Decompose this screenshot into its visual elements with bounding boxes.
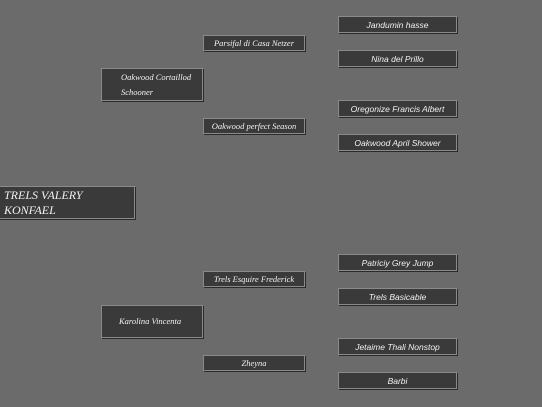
sire-dam-sire-name: Oregonize Francis Albert bbox=[350, 103, 445, 114]
dam-sire-box bbox=[203, 271, 305, 287]
dam-dam-dam-name: Barbi bbox=[387, 375, 408, 386]
dam-sire-dam-name: Trels Basicable bbox=[368, 291, 427, 302]
sire-dam-box bbox=[203, 118, 305, 134]
dam-sire-dam-box bbox=[338, 288, 457, 305]
sire-sire-dam-box bbox=[338, 50, 457, 67]
dam-sire-name: Trels Esquire Frederick bbox=[213, 274, 295, 284]
dam-dam-name: Zheyna bbox=[241, 358, 267, 368]
dam-dam-sire-box bbox=[338, 338, 457, 355]
sire-sire-dam-name: Nina del Prillo bbox=[371, 53, 424, 64]
sire-dam-name: Oakwood perfect Season bbox=[211, 121, 297, 131]
dam-sire-sire-name: Patriciy Grey Jump bbox=[361, 257, 434, 268]
sire-sire-sire-name: Jandumin hasse bbox=[366, 19, 429, 30]
sire-sire-box bbox=[203, 35, 305, 51]
dam-dam-dam-box bbox=[338, 372, 457, 389]
dam-sire-sire-box bbox=[338, 254, 457, 271]
subject-box bbox=[0, 186, 135, 219]
subject-name: TRELS VALERY KONFAEL bbox=[4, 187, 83, 217]
sire-dam-dam-box bbox=[338, 134, 457, 151]
sire-sire-sire-box bbox=[338, 16, 457, 33]
dam-dam-box bbox=[203, 355, 305, 371]
dam-box bbox=[101, 305, 203, 338]
dam-dam-sire-name: Jetaime Thali Nonstop bbox=[355, 341, 440, 352]
sire-dam-sire-box bbox=[338, 100, 457, 117]
sire-name: Oakwood Cortaillod Schooner bbox=[121, 71, 192, 97]
dam-name: Karolina Vincenta bbox=[119, 316, 182, 326]
sire-dam-dam-name: Oakwood April Shower bbox=[354, 137, 441, 148]
sire-sire-name: Parsifal di Casa Netzer bbox=[213, 38, 295, 48]
sire-box bbox=[101, 68, 203, 101]
